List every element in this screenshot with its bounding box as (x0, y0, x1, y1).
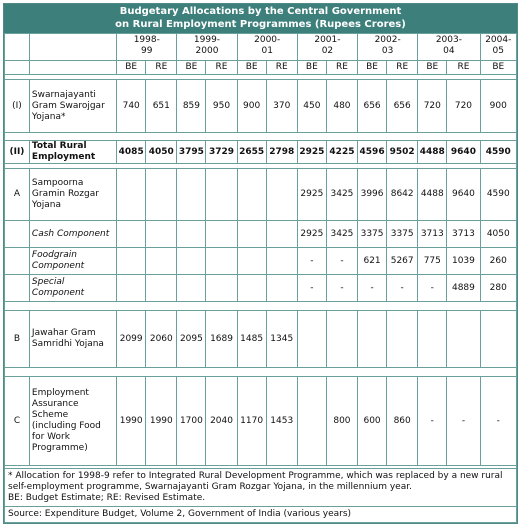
value-cell (206, 275, 237, 302)
value-cell: 3996 (358, 169, 387, 221)
value-cell: 2798 (266, 141, 297, 164)
value-cell: 3425 (326, 169, 357, 221)
value-cell: - (326, 275, 357, 302)
value-cell: - (387, 275, 418, 302)
value-cell: 900 (237, 80, 266, 133)
spacer-row (5, 368, 517, 377)
data-row (5, 221, 517, 248)
corner-cell (5, 61, 30, 75)
value-cell: 740 (117, 80, 146, 133)
year-header (358, 34, 418, 61)
value-cell: 4050 (480, 221, 516, 248)
year-header (480, 34, 516, 61)
value-cell: 2655 (237, 141, 266, 164)
value-cell (237, 221, 266, 248)
row-label: Total Rural Employment (29, 141, 116, 164)
estimate-type-header: BE (297, 61, 326, 75)
row-id (5, 221, 30, 248)
estimate-type-header: BE (418, 61, 447, 75)
value-cell (146, 221, 177, 248)
subheader-row (5, 61, 517, 75)
row-label: Jawahar Gram Samridhi Yojana (29, 311, 116, 368)
year-label-top: 2004- (485, 35, 512, 45)
value-cell (480, 311, 516, 368)
year-label-bottom: 2000 (195, 46, 219, 56)
value-cell: 950 (206, 80, 237, 133)
value-cell (117, 221, 146, 248)
estimate-type-header: RE (447, 61, 480, 75)
value-cell: - (326, 248, 357, 275)
row-label: Swarnajayanti Gram Swarojgar Yojana* (29, 80, 116, 133)
value-cell: 1039 (447, 248, 480, 275)
data-row (5, 248, 517, 275)
value-cell: 5267 (387, 248, 418, 275)
value-cell (206, 248, 237, 275)
spacer-row (5, 302, 517, 311)
value-cell (146, 275, 177, 302)
value-cell: 4050 (146, 141, 177, 164)
row-id: C (5, 377, 30, 466)
value-cell: 1990 (146, 377, 177, 466)
spacer-row (5, 133, 517, 141)
value-cell: 1990 (117, 377, 146, 466)
value-cell: 3375 (358, 221, 387, 248)
row-id: B (5, 311, 30, 368)
table-title-line-1: Budgetary Allocations by the Central Government (119, 6, 402, 17)
row-id: (II) (5, 141, 30, 164)
data-row (5, 169, 517, 221)
year-label-bottom: 05 (492, 46, 504, 56)
source-note: Source: Expenditure Budget, Volume 2, Government of India (various years) (5, 507, 517, 523)
year-label-bottom: 02 (321, 46, 334, 56)
row-label: Foodgrain Component (29, 248, 116, 275)
year-header (297, 34, 357, 61)
row-label: Employment Assurance Scheme (including Food for Work Programme) (29, 377, 116, 466)
row-id (5, 275, 30, 302)
value-cell (117, 275, 146, 302)
value-cell: 3375 (387, 221, 418, 248)
value-cell: 370 (266, 80, 297, 133)
year-label-top: 2000- (254, 35, 281, 45)
estimate-type-header: RE (266, 61, 297, 75)
estimate-type-header: RE (206, 61, 237, 75)
value-cell: 600 (358, 377, 387, 466)
estimate-type-header: RE (326, 61, 357, 75)
value-cell: 1170 (237, 377, 266, 466)
value-cell: 2925 (297, 169, 326, 221)
footnote-cell (5, 469, 517, 507)
value-cell (266, 169, 297, 221)
value-cell (177, 248, 206, 275)
value-cell: 1689 (206, 311, 237, 368)
value-cell (146, 169, 177, 221)
value-cell: - (447, 377, 480, 466)
year-label-top: 1998- (133, 35, 160, 45)
spacer-cell (5, 302, 517, 311)
value-cell (237, 275, 266, 302)
value-cell: 3425 (326, 221, 357, 248)
year-label-top: 2003- (435, 35, 462, 45)
corner-cell (29, 34, 116, 61)
footnote-row (5, 469, 517, 507)
corner-cell (5, 34, 30, 61)
row-id (5, 248, 30, 275)
value-cell (447, 311, 480, 368)
value-cell: 656 (358, 80, 387, 133)
row-label: Special Component (29, 275, 116, 302)
footnote-text: * Allocation for 1998-9 refer to Integrated Rural Development Programme, which was replaced by a new rural self-employment programme, Swarnajayanti Gram Rozgar Yojana, in the millennium year. (8, 471, 503, 492)
value-cell: 4488 (418, 169, 447, 221)
estimate-type-header: RE (387, 61, 418, 75)
value-cell: 4488 (418, 141, 447, 164)
data-row (5, 141, 517, 164)
corner-cell (29, 61, 116, 75)
value-cell: 900 (480, 80, 516, 133)
estimate-type-header: BE (177, 61, 206, 75)
data-row (5, 80, 517, 133)
value-cell (206, 221, 237, 248)
data-row (5, 275, 517, 302)
table-body (5, 34, 517, 523)
value-cell: 2095 (177, 311, 206, 368)
value-cell: 2060 (146, 311, 177, 368)
value-cell: 4889 (447, 275, 480, 302)
value-cell: 480 (326, 80, 357, 133)
value-cell (177, 169, 206, 221)
year-header (117, 34, 177, 61)
value-cell (326, 311, 357, 368)
estimate-type-header: BE (237, 61, 266, 75)
value-cell (177, 221, 206, 248)
allocation-table (4, 33, 517, 523)
table-title-line-2: on Rural Employment Programmes (Rupees Crores) (115, 19, 406, 30)
data-row (5, 377, 517, 466)
year-label-bottom: 04 (443, 46, 455, 56)
value-cell: 3713 (418, 221, 447, 248)
value-cell: - (358, 275, 387, 302)
value-cell: 2040 (206, 377, 237, 466)
value-cell: 621 (358, 248, 387, 275)
table-title (4, 4, 517, 33)
year-label-bottom: 99 (141, 46, 153, 56)
value-cell: 4225 (326, 141, 357, 164)
value-cell (266, 248, 297, 275)
value-cell: 656 (387, 80, 418, 133)
value-cell: 260 (480, 248, 516, 275)
year-label-bottom: 03 (381, 46, 394, 56)
value-cell: 720 (447, 80, 480, 133)
value-cell (297, 377, 326, 466)
value-cell: 9640 (447, 141, 480, 164)
row-label: Cash Component (29, 221, 116, 248)
value-cell: 860 (387, 377, 418, 466)
value-cell: 280 (480, 275, 516, 302)
year-label-bottom: 01 (261, 46, 273, 56)
value-cell: 9640 (447, 169, 480, 221)
row-id: A (5, 169, 30, 221)
source-row (5, 507, 517, 523)
value-cell: 3795 (177, 141, 206, 164)
year-header (237, 34, 297, 61)
value-cell (297, 311, 326, 368)
value-cell: 2099 (117, 311, 146, 368)
estimate-type-header: RE (146, 61, 177, 75)
value-cell (206, 169, 237, 221)
value-cell: 720 (418, 80, 447, 133)
row-id: (I) (5, 80, 30, 133)
value-cell: - (297, 248, 326, 275)
value-cell: - (297, 275, 326, 302)
spacer-cell (5, 368, 517, 377)
value-cell: - (480, 377, 516, 466)
value-cell: - (418, 275, 447, 302)
year-label-top: 1999- (193, 35, 221, 45)
estimate-legend: BE: Budget Estimate; RE: Revised Estimate. (8, 493, 206, 503)
value-cell: 800 (326, 377, 357, 466)
value-cell (146, 248, 177, 275)
value-cell: 9502 (387, 141, 418, 164)
value-cell (266, 275, 297, 302)
value-cell: 8642 (387, 169, 418, 221)
value-cell (117, 169, 146, 221)
value-cell (266, 221, 297, 248)
value-cell: 3729 (206, 141, 237, 164)
value-cell (237, 169, 266, 221)
value-cell: 4596 (358, 141, 387, 164)
value-cell: 2925 (297, 141, 326, 164)
value-cell: 4590 (480, 169, 516, 221)
value-cell: 775 (418, 248, 447, 275)
estimate-type-header: BE (117, 61, 146, 75)
spacer-cell (5, 133, 517, 141)
value-cell: 4590 (480, 141, 516, 164)
year-label-top: 2001- (314, 35, 341, 45)
value-cell (177, 275, 206, 302)
value-cell (117, 248, 146, 275)
value-cell (387, 311, 418, 368)
value-cell: 4085 (117, 141, 146, 164)
value-cell: 859 (177, 80, 206, 133)
value-cell: 1345 (266, 311, 297, 368)
year-label-top: 2002- (374, 35, 401, 45)
value-cell: 2925 (297, 221, 326, 248)
data-row (5, 311, 517, 368)
value-cell: 1485 (237, 311, 266, 368)
year-header (177, 34, 237, 61)
value-cell: 1700 (177, 377, 206, 466)
value-cell (358, 311, 387, 368)
allocation-table-panel (3, 3, 518, 524)
value-cell: 3713 (447, 221, 480, 248)
value-cell: 1453 (266, 377, 297, 466)
estimate-type-header: BE (358, 61, 387, 75)
year-header (418, 34, 480, 61)
value-cell (237, 248, 266, 275)
value-cell: 450 (297, 80, 326, 133)
estimate-type-header: BE (480, 61, 516, 75)
value-cell (418, 311, 447, 368)
value-cell: - (418, 377, 447, 466)
value-cell: 651 (146, 80, 177, 133)
year-header-row (5, 34, 517, 61)
row-label: Sampoorna Gramin Rozgar Yojana (29, 169, 116, 221)
